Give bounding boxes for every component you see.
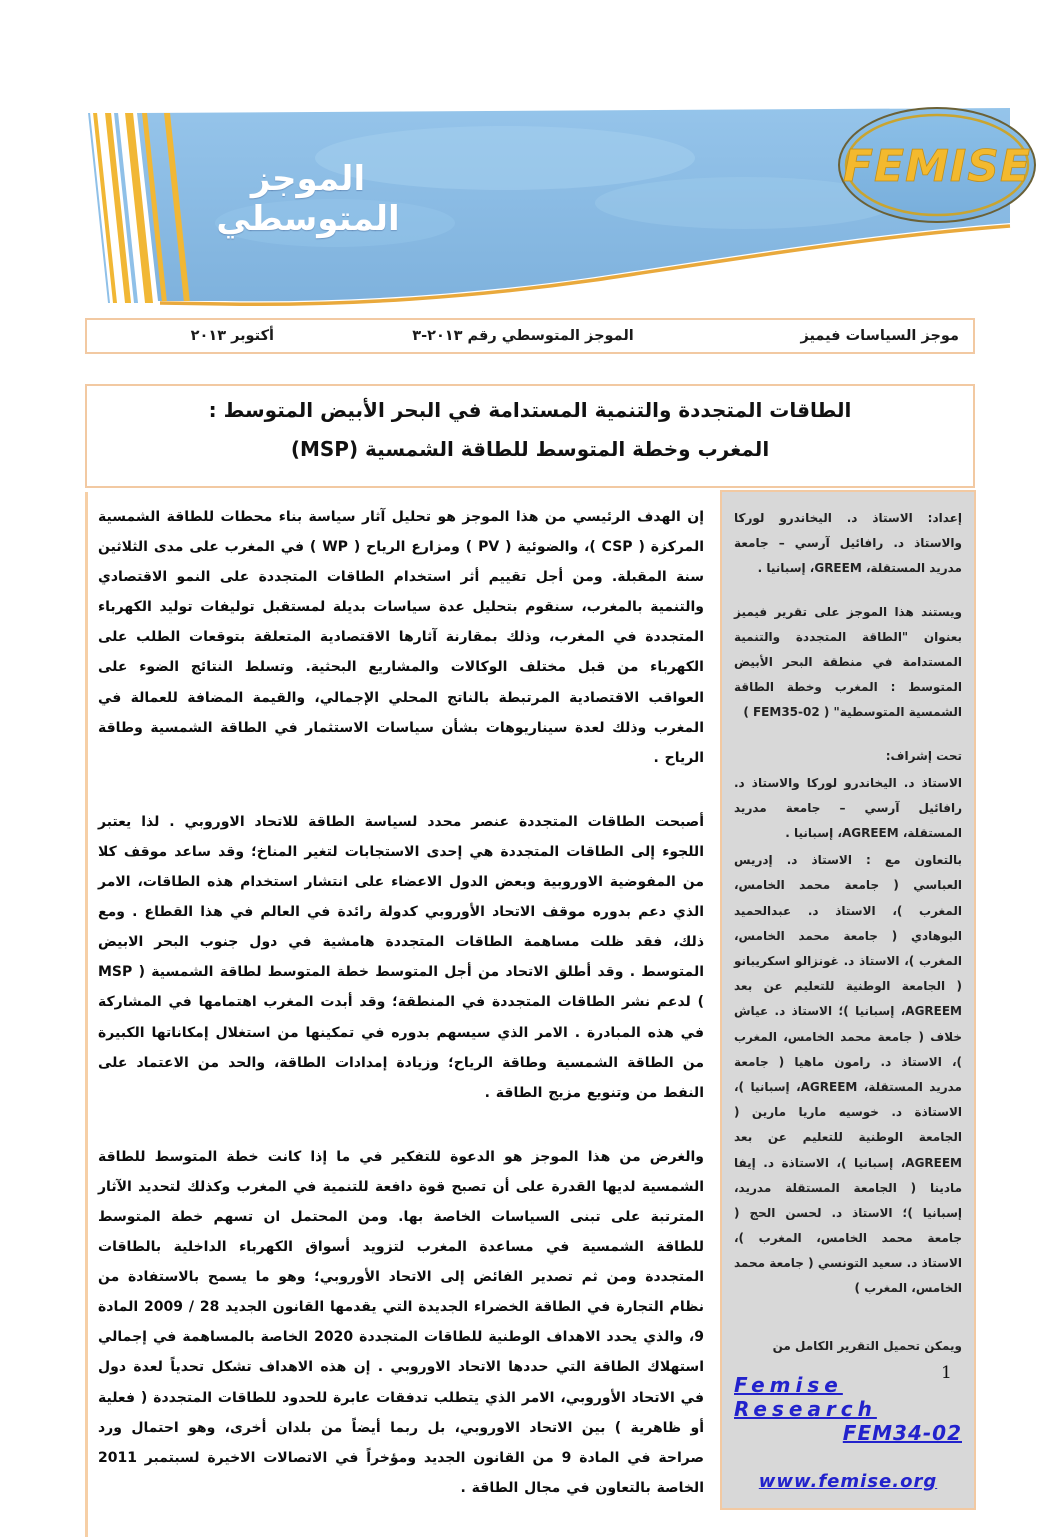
meta-bar: [85, 318, 975, 354]
femise-research-link[interactable]: Femise Research: [734, 1372, 877, 1421]
femise-logo-text: FEMISE: [842, 141, 1032, 192]
femise-logo: [839, 108, 1035, 222]
sidebar-prepared-by: إعداد: الاستاذ د. اليخاندرو لوركا والاستاذ د. رافائيل آرسي – جامعة مدريد المستقلة، GREEM، إسبانيا .: [734, 511, 962, 576]
article-paragraph: والغرض من هذا الموجز هو الدعوة للتفكير في ما إذا كانت خطة المتوسط للطاقة الشمسية لديها القدرة على أن تصبح قوة دافعة للتنمية في المغرب وكذلك لتحديد الآثار المترتبة على تبنى السياسات الخاصة بها. ومن المحتمل ان تسهم خطة المتوسط للطاقة الشمسية في مساعدة المغرب لتزويد أسواق الكهرباء الداخلية بالطاقات المتجددة ومن ثم تصدير الفائض إلى الاتحاد الأوروبي؛ وهو ما يسمح بالاستفادة من نظام التجارة في الطاقة الخضراء الجديدة التي يقدمها القانون الجديد 28 / 2009 المادة 9، والذي يحدد الاهداف الوطنية للطاقات المتجددة 2020 الخاصة بالمساهمة في إجمالي استهلاك الطاقة التي حددها الاتحاد الاوروبي . إن هذه الاهداف تشكل تحدياً لعدة دول في الاتحاد الأوروبي، الامر الذي يتطلب تدفقات عابرة للحدود للطاقات المتجددة ( فعلية أو ظاهرية ) بين الاتحاد الاوروبي، بل ربما أيضاً من بلدان أخرى، وهو احتمال ورد صراحة في المادة 9 من القانون الجديد ومؤخراً في الاتصالات الاخيرة لسبتمبر 2011 الخاصة بالتعاون في مجال الطاقة .: [98, 1148, 704, 1496]
sidebar-supervision-heading: تحت إشراف:: [885, 748, 962, 763]
page-number: 1: [941, 1363, 952, 1383]
banner-title: الموجز المتوسطي: [216, 159, 400, 239]
meta-brief-series: موجز السياسات فيميز: [800, 328, 959, 344]
sidebar-based-on: ويستند هذا الموجز على تقرير فيميز بعنوان "الطاقة المتجددة والتنمية المستدامة في منطقة البحر الأبيض المتوسط : المغرب وخطة الطاقة الشمسية المتوسطية" ( FEM35-02 ): [734, 604, 962, 720]
article-paragraph: أصبحت الطاقات المتجددة عنصر محدد لسياسة الطاقة للاتحاد الاوروبي . لذا يعتبر اللجوء إلى الطاقات المتجددة هي إحدى الاستجابات لتغير المناخ؛ وقد ساعد موقف كلا من المفوضية الاوروبية وبعض الدول الاعضاء على انتشار استخدام هذه الطاقات، الامر الذي دعم بدوره موقف الاتحاد الأوروبي كدولة رائدة في العالم في هذا القطاع . ومع ذلك، فقد ظلت مساهمة الطاقات المتجددة هامشية في دول جنوب البحر الابيض المتوسط . وقد أطلق الاتحاد من أجل المتوسط خطة المتوسط لطاقة الشمسية ( MSP ) لدعم نشر الطاقات المتجددة في المنطقة؛ وقد أبدت المغرب اهتمامها في المشاركة في هذه المبادرة . الامر الذي سيسهم بدوره في تمكينها من استغلال إمكاناتها الكبيرة من الطاقة الشمسية وطاقة الرياح؛ وزيادة إمدادات الطاقة، والحد من الاعتماد على النفط من وتنويع مزيج الطاقة .: [98, 813, 704, 1101]
sidebar-spacer: [734, 1320, 962, 1334]
fem34-02-link[interactable]: FEM34-02: [842, 1420, 962, 1445]
meta-date: أكتوبر ٢٠١٣: [190, 328, 274, 344]
website-link[interactable]: www.femise.org: [758, 1470, 938, 1492]
article-body: [85, 492, 710, 1537]
article-paragraph: إن الهدف الرئيسي من هذا الموجز هو تحليل آثار سياسة بناء محطات للطاقة الشمسية المركزة ( CSP )، والضوئية ( PV ) ومزارع الرياح ( WP ) في المغرب على مدى الثلاثين سنة المقبلة. ومن أجل تقييم أثر استخدام الطاقات المتجددة على النمو الاقتصادي والتنمية بالمغرب، سنقوم بتحليل عدة سياسات بديلة لمستقبل توليفات توليد الكهرباء المتجددة في المغرب، وذلك بمقارنة آثارها الاقتصادية المتعلقة بتوقعات الطلب على الكهرباء من قبل مختلف الوكالات والمشاريع البحثية. وتسلط النتائج الضوء على العواقب الاقتصادية المرتبطة بالناتج المحلي الإجمالي، والقيمة المضافة للعمالة في المغرب وذلك لعدة سيناريوهات بشأن سياسات الاستثمار في الطاقة الشمسية وطاقة الرياح .: [98, 509, 704, 766]
sidebar-supervision: الاستاذ د. اليخاندرو لوركا والاستاذ د. رافائيل آرسي – جامعة مدريد المستقلة، AGREEM، إسبانيا .: [734, 775, 962, 841]
header-banner: [85, 103, 1037, 308]
sidebar-links: [734, 1373, 962, 1492]
report-title-line1: الطاقات المتجددة والتنمية المستدامة في البحر الأبيض المتوسط :: [208, 398, 852, 422]
meta-issue-number: الموجز المتوسطي رقم ٢٠١٣-٣: [412, 328, 634, 344]
sidebar: [720, 490, 976, 1510]
sidebar-collaboration: بالتعاون مع : الاستاذ د. إدريس العباسي ( جامعة محمد الخامس، المغرب )، الاستاذ د. عبدالحميد البوهادي ( جامعة محمد الخامس، المغرب )، الاستاذ د. غونزالو اسكريبانو ( الجامعة الوطنية للتعليم عن بعد AGREEM، إسبانيا )؛ الاستاذ د. عياش خلاف ( جامعة محمد الخامس، المغرب )، الاستاذ د. رامون ماهيا ( جامعة مدريد المستقلة، AGREEM، إسبانيا )، الاستاذة د. خوسيه ماريا مارين ( الجامعة الوطنية للتعليم عن بعد AGREEM، إسبانيا )، الاستاذة د. إيفا مادينا ( الجامعة المستقلة مدريد، إسبانيا )؛ الاستاذ د. لحسن الحج ( جامعة محمد الخامس، المغرب )، الاستاذ د. سعيد التونسي ( جامعة محمد الخامس، المغرب ): [734, 853, 962, 1296]
report-title-box: [85, 384, 975, 488]
report-title-line2: المغرب وخطة المتوسط للطاقة الشمسية (MSP): [290, 437, 770, 461]
sidebar-download-note: ويمكن تحميل التقرير الكامل من: [772, 1338, 962, 1353]
